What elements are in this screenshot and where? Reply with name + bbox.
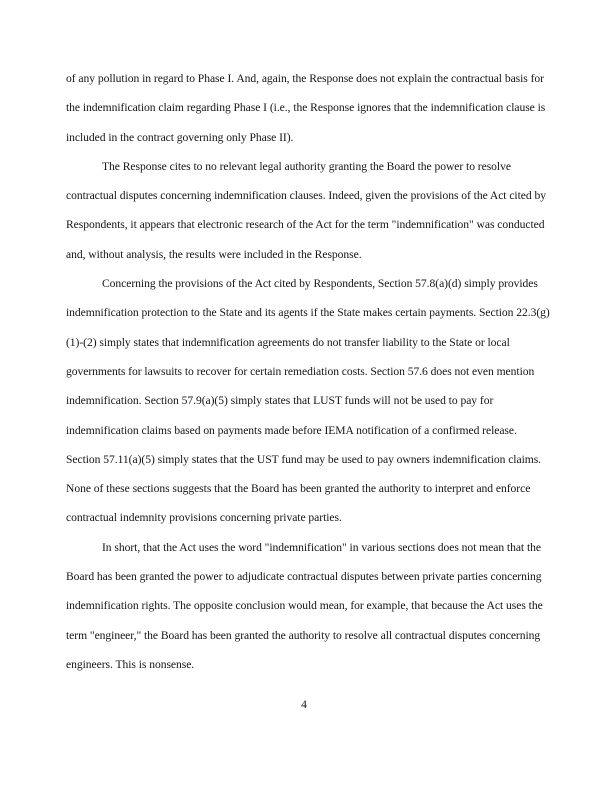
paragraph-continuation: of any pollution in regard to Phase I. And, again, the Response does not explain the contractual basis for the indemnification claim regarding Phase I (i.e., the Response ignores that the indemnification clause is included in the contract governing only Phase II). bbox=[66, 72, 546, 144]
document-body bbox=[66, 64, 552, 679]
paragraph-act-provisions: Concerning the provisions of the Act cited by Respondents, Section 57.8(a)(d) simply provides indemnification protection to the State and its agents if the State makes certain payments. Section 22.3(g)(1)-(2) simply states that indemnification agreements do not transfer liability to the State or local governments for lawsuits to recover for certain remediation costs. Section 57.6 does not even mention indemnification. Section 57.9(a)(5) simply states that LUST funds will not be used to pay for indemnification claims based on payments made before IEMA notification of a confirmed release. Section 57.11(a)(5) simply states that the UST fund may be used to pay owners indemnification claims. None of these sections suggests that the Board has been granted the authority to interpret and enforce contractual indemnity provisions concerning private parties. bbox=[66, 277, 550, 525]
paragraph-legal-authority: The Response cites to no relevant legal authority granting the Board the power to resolve contractual disputes concerning indemnification clauses. Indeed, given the provisions of the Act cited by Respondents, it appears that electronic research of the Act for the term "indemnification" was conducted and, without analysis, the results were included in the Response. bbox=[66, 159, 546, 261]
page-number: 4 bbox=[301, 698, 307, 711]
paragraph-conclusion: In short, that the Act uses the word "indemnification" in various sections does not mean that the Board has been granted the power to adjudicate contractual disputes between private parties concerning indemnification rights. The opposite conclusion would mean, for example, that because the Act uses the term "engineer," the Board has been granted the authority to resolve all contractual disputes concerning engineers. This is nonsense. bbox=[66, 540, 543, 671]
